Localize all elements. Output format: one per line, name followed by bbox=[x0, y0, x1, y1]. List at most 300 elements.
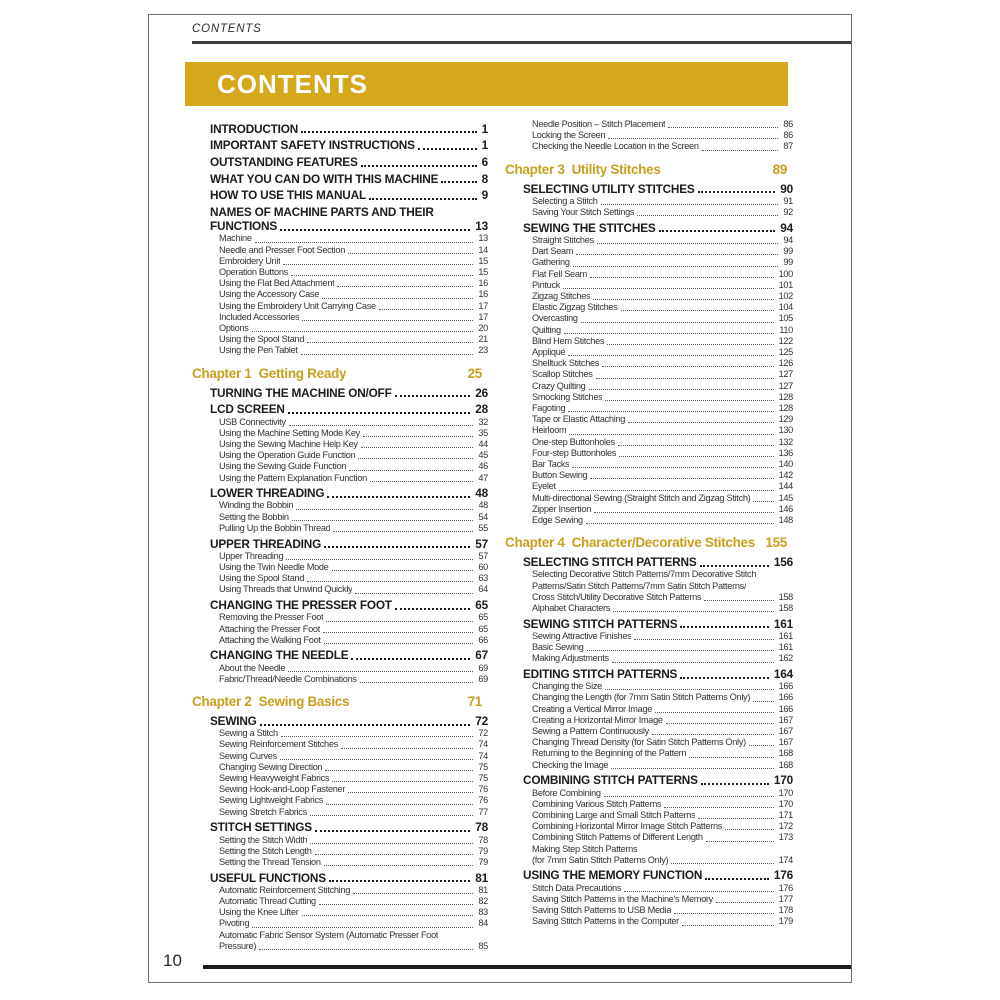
toc-page-number: 74 bbox=[478, 750, 488, 761]
dot-leader bbox=[288, 671, 473, 672]
dot-leader bbox=[324, 643, 474, 644]
toc-page-number: 104 bbox=[778, 302, 793, 313]
toc-entry-sub bbox=[505, 269, 793, 280]
dot-leader bbox=[611, 768, 773, 769]
toc-entry-title: Operation Buttons bbox=[219, 267, 288, 278]
toc-entry-sub bbox=[505, 481, 793, 492]
toc-entry-title: USB Connectivity bbox=[219, 416, 286, 427]
toc-entry-title: Using the Pen Tablet bbox=[219, 345, 298, 356]
toc-page-number: 17 bbox=[478, 311, 488, 322]
dot-leader bbox=[594, 512, 774, 513]
toc-entry-title: STITCH SETTINGS bbox=[210, 820, 312, 835]
toc-page-number: 179 bbox=[778, 916, 793, 927]
toc-page-number: 161 bbox=[778, 630, 793, 641]
toc-entry-sub bbox=[505, 425, 793, 436]
toc-page-number: 174 bbox=[778, 854, 793, 865]
dot-leader bbox=[573, 266, 779, 267]
toc-page-number: 75 bbox=[478, 773, 488, 784]
dot-leader bbox=[705, 878, 769, 880]
toc-entry-sub bbox=[192, 267, 488, 278]
dot-leader bbox=[593, 299, 773, 300]
toc-page-number: 45 bbox=[478, 450, 488, 461]
toc-page-number: 78 bbox=[475, 820, 488, 835]
dot-leader bbox=[569, 434, 773, 435]
toc-page-number: 65 bbox=[475, 598, 488, 613]
dot-leader bbox=[590, 277, 774, 278]
toc-entry-sub bbox=[505, 470, 793, 481]
dot-leader bbox=[568, 411, 773, 412]
toc-entry-sub bbox=[192, 562, 488, 573]
dot-leader bbox=[612, 662, 774, 663]
chapter-number-label: Chapter 4 bbox=[505, 535, 565, 551]
toc-page-number: 105 bbox=[778, 313, 793, 324]
toc-page-number: 87 bbox=[783, 141, 793, 152]
toc-page-number: 99 bbox=[783, 257, 793, 268]
dot-leader bbox=[668, 127, 778, 128]
toc-page-number: 171 bbox=[778, 809, 793, 820]
toc-entry-sub bbox=[192, 635, 488, 646]
dot-leader bbox=[337, 286, 473, 287]
chapter-number-label: Chapter 2 bbox=[192, 694, 252, 710]
toc-entry-title: FUNCTIONS bbox=[210, 219, 278, 234]
chapter-page-number: 89 bbox=[772, 161, 787, 177]
toc-page-number: 35 bbox=[478, 427, 488, 438]
dot-leader bbox=[361, 165, 477, 167]
toc-entry-main bbox=[192, 871, 488, 885]
dot-leader bbox=[326, 621, 473, 622]
toc-page-number: 9 bbox=[481, 188, 488, 203]
toc-entry-title: Saving Stitch Patterns in the Machine's Memory bbox=[532, 893, 713, 904]
toc-entry-title: LOWER THREADING bbox=[210, 486, 325, 501]
toc-entry-title: OUTSTANDING FEATURES bbox=[210, 154, 358, 169]
toc-entry-title: Stitch Data Precautions bbox=[532, 882, 622, 893]
toc-entry-main bbox=[192, 714, 488, 728]
dot-leader bbox=[302, 320, 473, 321]
toc-entry-title: Using the Machine Setting Mode Key bbox=[219, 427, 360, 438]
toc-entry-main bbox=[192, 402, 488, 416]
toc-entry-sub bbox=[505, 196, 793, 207]
toc-entry-title: SEWING bbox=[210, 714, 257, 729]
toc-entry-title: Quilting bbox=[532, 324, 561, 335]
toc-entry-sub bbox=[505, 504, 793, 515]
toc-page-number: 170 bbox=[778, 798, 793, 809]
chapter-heading bbox=[505, 161, 793, 178]
dot-leader bbox=[310, 843, 473, 844]
toc-page-number: 99 bbox=[783, 246, 793, 257]
dot-leader bbox=[702, 150, 779, 151]
dot-leader bbox=[255, 242, 474, 243]
toc-entry-sub bbox=[192, 846, 488, 857]
dot-leader bbox=[307, 342, 473, 343]
toc-page-number: 166 bbox=[778, 681, 793, 692]
toc-page-number: 166 bbox=[778, 703, 793, 714]
toc-entry-sub bbox=[192, 461, 488, 472]
toc-entry-sub bbox=[505, 403, 793, 414]
dot-leader bbox=[286, 559, 473, 560]
toc-entry-title: COMBINING STITCH PATTERNS bbox=[523, 773, 698, 788]
dot-leader bbox=[655, 712, 773, 713]
toc-entry-title: Pressure) bbox=[219, 940, 257, 951]
toc-entry-sub bbox=[192, 918, 488, 929]
toc-page-number: 125 bbox=[778, 346, 793, 357]
toc-entry-sub bbox=[192, 439, 488, 450]
toc-entry-title: Eyelet bbox=[532, 481, 556, 492]
toc-entry-sub bbox=[505, 381, 793, 392]
toc-entry-sub bbox=[505, 603, 793, 614]
dot-leader bbox=[659, 230, 776, 232]
toc-entry-title: Needle Position – Stitch Placement bbox=[532, 119, 666, 129]
toc-entry-title: Making Adjustments bbox=[532, 653, 609, 664]
toc-entry-sub bbox=[192, 312, 488, 323]
toc-entry-title: Smocking Stitches bbox=[532, 391, 603, 402]
dot-leader bbox=[332, 570, 474, 571]
toc-entry-sub bbox=[505, 760, 793, 771]
dot-leader bbox=[700, 565, 769, 567]
dot-leader bbox=[332, 781, 473, 782]
toc-entry-sub bbox=[192, 323, 488, 334]
dot-leader bbox=[324, 865, 474, 866]
toc-entry-sub bbox=[505, 905, 793, 916]
toc-entry-sub bbox=[192, 857, 488, 868]
toc-entry-main bbox=[192, 155, 488, 169]
toc-entry-title: (for 7mm Satin Stitch Patterns Only) bbox=[532, 854, 669, 865]
dot-leader bbox=[689, 757, 773, 758]
toc-page-number: 166 bbox=[778, 692, 793, 703]
toc-entry-sub bbox=[192, 807, 488, 818]
toc-entry-sub bbox=[505, 207, 793, 218]
dot-leader bbox=[292, 520, 474, 521]
toc-entry-sub bbox=[192, 941, 488, 952]
toc-page-number: 167 bbox=[778, 726, 793, 737]
toc-page-number: 132 bbox=[778, 436, 793, 447]
toc-page-number: 167 bbox=[778, 737, 793, 748]
dot-leader bbox=[613, 611, 774, 612]
dot-leader bbox=[302, 915, 474, 916]
toc-page-number: 13 bbox=[478, 233, 488, 244]
toc-page-number: 101 bbox=[778, 279, 793, 290]
toc-page-number: 170 bbox=[778, 787, 793, 798]
toc-page-number: 158 bbox=[778, 603, 793, 614]
dot-leader bbox=[704, 600, 773, 601]
toc-entry-title: Edge Sewing bbox=[532, 515, 583, 525]
toc-entry-title: NAMES OF MACHINE PARTS AND THEIR bbox=[210, 205, 434, 220]
toc-entry-title: SELECTING STITCH PATTERNS bbox=[523, 555, 697, 570]
toc-entry-main bbox=[192, 386, 488, 400]
toc-entry-title: Using the Knee Lifter bbox=[219, 907, 299, 918]
toc-page-number: 82 bbox=[478, 896, 488, 907]
dot-leader bbox=[753, 701, 773, 702]
toc-page-number: 23 bbox=[478, 345, 488, 356]
toc-entry-title: Patterns/Satin Stitch Patterns/7mm Satin Stitch Patterns/ bbox=[532, 580, 747, 591]
dot-leader bbox=[288, 412, 471, 414]
toc-entry-title: LCD SCREEN bbox=[210, 402, 285, 417]
toc-page-number: 173 bbox=[778, 832, 793, 843]
toc-entry-sub bbox=[505, 704, 793, 715]
toc-entry-title: Blind Hem Stitches bbox=[532, 335, 605, 346]
toc-entry-sub bbox=[505, 313, 793, 324]
toc-entry-sub bbox=[192, 289, 488, 300]
toc-entry-title: Pulling Up the Bobbin Thread bbox=[219, 522, 331, 533]
toc-entry-title: Sewing Lightweight Fabrics bbox=[219, 795, 324, 806]
toc-page-number: 148 bbox=[778, 515, 793, 525]
toc-entry-title: One-step Buttonholes bbox=[532, 436, 615, 447]
toc-page-number: 48 bbox=[478, 500, 488, 511]
dot-leader bbox=[590, 478, 773, 479]
toc-entry-title: Locking the Screen bbox=[532, 130, 606, 141]
toc-page-number: 130 bbox=[778, 425, 793, 436]
toc-page-number: 172 bbox=[778, 821, 793, 832]
dot-leader bbox=[605, 400, 773, 401]
dot-leader bbox=[315, 854, 474, 855]
toc-page-number: 94 bbox=[783, 234, 793, 245]
toc-entry-title: Selecting Decorative Stitch Patterns/7mm Decorative Stitch bbox=[532, 569, 757, 580]
toc-entry-sub bbox=[505, 631, 793, 642]
toc-entry-sub bbox=[505, 336, 793, 347]
toc-page-number: 142 bbox=[778, 470, 793, 481]
dot-leader bbox=[602, 366, 773, 367]
toc-page-number: 84 bbox=[478, 918, 488, 929]
toc-page-number: 63 bbox=[478, 573, 488, 584]
dot-leader bbox=[252, 331, 474, 332]
dot-leader bbox=[361, 447, 474, 448]
dot-leader bbox=[680, 626, 768, 628]
toc-entry-title: SELECTING UTILITY STITCHES bbox=[523, 181, 695, 196]
toc-column-right bbox=[505, 119, 793, 928]
toc-entry-title: TURNING THE MACHINE ON/OFF bbox=[210, 385, 392, 400]
toc-entry-sub bbox=[192, 245, 488, 256]
toc-entry-main bbox=[192, 537, 488, 551]
dot-leader bbox=[369, 198, 477, 200]
dot-leader bbox=[634, 639, 773, 640]
toc-entry-sub bbox=[505, 737, 793, 748]
toc-entry-title: Overcasting bbox=[532, 313, 578, 324]
toc-entry-sub bbox=[192, 784, 488, 795]
toc-entry-sub bbox=[192, 523, 488, 534]
toc-page-number: 144 bbox=[778, 481, 793, 492]
dot-leader bbox=[296, 509, 473, 510]
toc-entry-title: Making Step Stitch Patterns bbox=[532, 843, 638, 854]
toc-entry-title: Combining Horizontal Mirror Image Stitch Patterns bbox=[532, 821, 723, 832]
toc-entry-sub bbox=[505, 642, 793, 653]
dot-leader bbox=[283, 264, 473, 265]
toc-entry-sub bbox=[505, 369, 793, 380]
dot-leader bbox=[260, 724, 471, 726]
toc-entry-title: Sewing Hook-and-Loop Fastener bbox=[219, 784, 346, 795]
toc-page-number: 16 bbox=[478, 278, 488, 289]
toc-entry-title: About the Needle bbox=[219, 662, 286, 673]
toc-page-number: 156 bbox=[773, 555, 793, 570]
toc-page-number: 136 bbox=[778, 447, 793, 458]
toc-entry-main bbox=[505, 221, 793, 235]
toc-entry-main bbox=[505, 868, 793, 882]
toc-page-number: 91 bbox=[783, 195, 793, 206]
toc-entry-sub bbox=[192, 795, 488, 806]
dot-leader bbox=[379, 309, 474, 310]
toc-page-number: 127 bbox=[778, 380, 793, 391]
toc-entry-title: Combining Large and Small Stitch Patterns bbox=[532, 809, 696, 820]
toc-entry-sub bbox=[505, 437, 793, 448]
toc-page-number: 94 bbox=[780, 220, 793, 235]
chapter-name: Sewing Basics bbox=[258, 694, 350, 710]
dot-leader bbox=[395, 608, 470, 610]
toc-entry-title: Sewing Attractive Finishes bbox=[532, 630, 632, 641]
toc-entry-sub bbox=[505, 291, 793, 302]
toc-entry-sub bbox=[192, 728, 488, 739]
toc-page-number: 178 bbox=[778, 905, 793, 916]
toc-entry-title: Before Combining bbox=[532, 787, 601, 798]
toc-entry-title: Using the Spool Stand bbox=[219, 334, 305, 345]
dot-leader bbox=[563, 288, 774, 289]
toc-entry-main bbox=[192, 172, 488, 186]
toc-entry-main bbox=[505, 555, 793, 569]
toc-entry-title: Zipper Insertion bbox=[532, 503, 592, 514]
toc-page-number: 69 bbox=[478, 673, 488, 684]
toc-entry-main bbox=[192, 138, 488, 152]
dot-leader bbox=[621, 310, 774, 311]
toc-entry-sub bbox=[505, 788, 793, 799]
toc-page-number: 127 bbox=[778, 369, 793, 380]
toc-entry-sub bbox=[505, 748, 793, 759]
toc-page-number: 76 bbox=[478, 795, 488, 806]
dot-leader bbox=[664, 807, 773, 808]
toc-entry-sub bbox=[505, 810, 793, 821]
toc-page-number: 161 bbox=[778, 642, 793, 653]
dot-leader bbox=[607, 344, 773, 345]
toc-column-left bbox=[192, 119, 488, 952]
toc-page-number: 76 bbox=[478, 784, 488, 795]
dot-leader bbox=[587, 650, 774, 651]
chapter-number-label: Chapter 1 bbox=[192, 365, 252, 381]
toc-page-number: 60 bbox=[478, 562, 488, 572]
toc-page-number: 78 bbox=[478, 834, 488, 845]
toc-entry-sub bbox=[192, 751, 488, 762]
toc-page-number: 92 bbox=[783, 207, 793, 218]
dot-leader bbox=[333, 531, 473, 532]
toc-entry-title: Options bbox=[219, 323, 249, 334]
toc-entry-title: Fabric/Thread/Needle Combinations bbox=[219, 673, 357, 684]
toc-entry-title: Changing the Length (for 7mm Satin Stitch Patterns Only) bbox=[532, 692, 751, 703]
toc-entry-title: INTRODUCTION bbox=[210, 121, 299, 136]
toc-page-number: 129 bbox=[778, 414, 793, 425]
toc-entry-title: Attaching the Walking Foot bbox=[219, 634, 321, 645]
toc-entry-main bbox=[505, 773, 793, 787]
dot-leader bbox=[572, 467, 773, 468]
toc-page-number: 77 bbox=[478, 806, 488, 817]
toc-entry-sub bbox=[505, 358, 793, 369]
toc-entry-sub bbox=[505, 916, 793, 927]
toc-entry-title: Using the Pattern Explanation Function bbox=[219, 472, 367, 483]
toc-entry-title: CHANGING THE NEEDLE bbox=[210, 648, 349, 663]
toc-entry-sub bbox=[505, 681, 793, 692]
toc-entry-title: Embroidery Unit bbox=[219, 255, 281, 266]
toc-entry-sub bbox=[505, 392, 793, 403]
dot-leader bbox=[716, 902, 774, 903]
toc-page-number: 170 bbox=[773, 773, 793, 788]
toc-entry-title: Using the Twin Needle Mode bbox=[219, 562, 329, 572]
dot-leader bbox=[674, 913, 773, 914]
dot-leader bbox=[310, 815, 474, 816]
toc-entry-title: Saving Stitch Patterns in the Computer bbox=[532, 916, 679, 927]
dot-leader bbox=[280, 229, 470, 231]
chapter-heading bbox=[192, 365, 488, 382]
toc-entry-title: EDITING STITCH PATTERNS bbox=[523, 667, 678, 682]
toc-entry-sub bbox=[505, 280, 793, 291]
dot-leader bbox=[608, 138, 778, 139]
toc-entry-sub bbox=[192, 256, 488, 267]
toc-entry-sub bbox=[505, 325, 793, 336]
chapter-page-number: 25 bbox=[467, 365, 482, 381]
toc-page-number: 83 bbox=[478, 907, 488, 918]
dot-leader bbox=[281, 736, 474, 737]
manual-page bbox=[148, 14, 852, 983]
toc-entry-title: Changing the Size bbox=[532, 681, 602, 692]
toc-page-number: 85 bbox=[478, 940, 488, 951]
footer-page-number: 10 bbox=[163, 951, 182, 970]
dot-leader bbox=[698, 818, 773, 819]
toc-entry-title: Saving Your Stitch Settings bbox=[532, 207, 635, 218]
toc-page-number: 79 bbox=[478, 845, 488, 856]
chapter-title bbox=[192, 365, 346, 382]
toc-entry-sub bbox=[505, 832, 793, 843]
toc-entry-sub bbox=[505, 515, 793, 526]
toc-entry-title: Changing Sewing Direction bbox=[219, 761, 323, 772]
toc-entry-title: USING THE MEMORY FUNCTION bbox=[523, 868, 703, 883]
toc-page-number: 168 bbox=[778, 759, 793, 770]
toc-page-number: 158 bbox=[778, 591, 793, 602]
dot-leader bbox=[749, 745, 774, 746]
toc-page-number: 72 bbox=[475, 714, 488, 729]
toc-page-number: 26 bbox=[475, 385, 488, 400]
toc-entry-title: Creating a Horizontal Mirror Image bbox=[532, 714, 663, 725]
toc-entry-title: Setting the Thread Tension bbox=[219, 856, 321, 867]
toc-entry-sub bbox=[192, 500, 488, 511]
toc-entry-title: Using Threads that Unwind Quickly bbox=[219, 584, 353, 595]
toc-entry-title: Using the Flat Bed Attachment bbox=[219, 278, 335, 289]
toc-entry-sub bbox=[192, 473, 488, 484]
toc-entry-sub bbox=[505, 414, 793, 425]
toc-page-number: 145 bbox=[778, 492, 793, 503]
chapter-name: Character/Decorative Stitches bbox=[571, 535, 755, 551]
toc-entry-title: Gathering bbox=[532, 257, 570, 268]
toc-entry-title: Basic Sewing bbox=[532, 642, 584, 653]
toc-entry-sub bbox=[505, 493, 793, 504]
toc-entry-sub bbox=[192, 450, 488, 461]
dot-leader bbox=[605, 689, 774, 690]
dot-leader bbox=[682, 925, 774, 926]
toc-entry-title: Automatic Fabric Sensor System (Automatic Presser Foot bbox=[219, 929, 439, 940]
dot-leader bbox=[604, 796, 774, 797]
toc-entry-title: Using the Sewing Guide Function bbox=[219, 461, 347, 472]
toc-entry-sub bbox=[192, 428, 488, 439]
toc-entry-title: Setting the Stitch Width bbox=[219, 834, 308, 845]
dot-leader bbox=[348, 792, 473, 793]
dot-leader bbox=[576, 254, 778, 255]
toc-page-number: 86 bbox=[783, 119, 793, 129]
toc-entry-sub bbox=[192, 278, 488, 289]
contents-banner bbox=[185, 62, 788, 106]
toc-entry-sub bbox=[192, 573, 488, 584]
chapter-title bbox=[505, 534, 755, 551]
dot-leader bbox=[725, 829, 774, 830]
dot-leader bbox=[441, 181, 476, 183]
toc-entry-sub bbox=[505, 448, 793, 459]
toc-entry-sub bbox=[192, 417, 488, 428]
toc-page-number: 161 bbox=[773, 616, 793, 631]
toc-page-number: 66 bbox=[478, 634, 488, 645]
dot-leader bbox=[363, 436, 473, 437]
toc-entry-sub bbox=[505, 141, 793, 152]
toc-entry-main bbox=[505, 617, 793, 631]
